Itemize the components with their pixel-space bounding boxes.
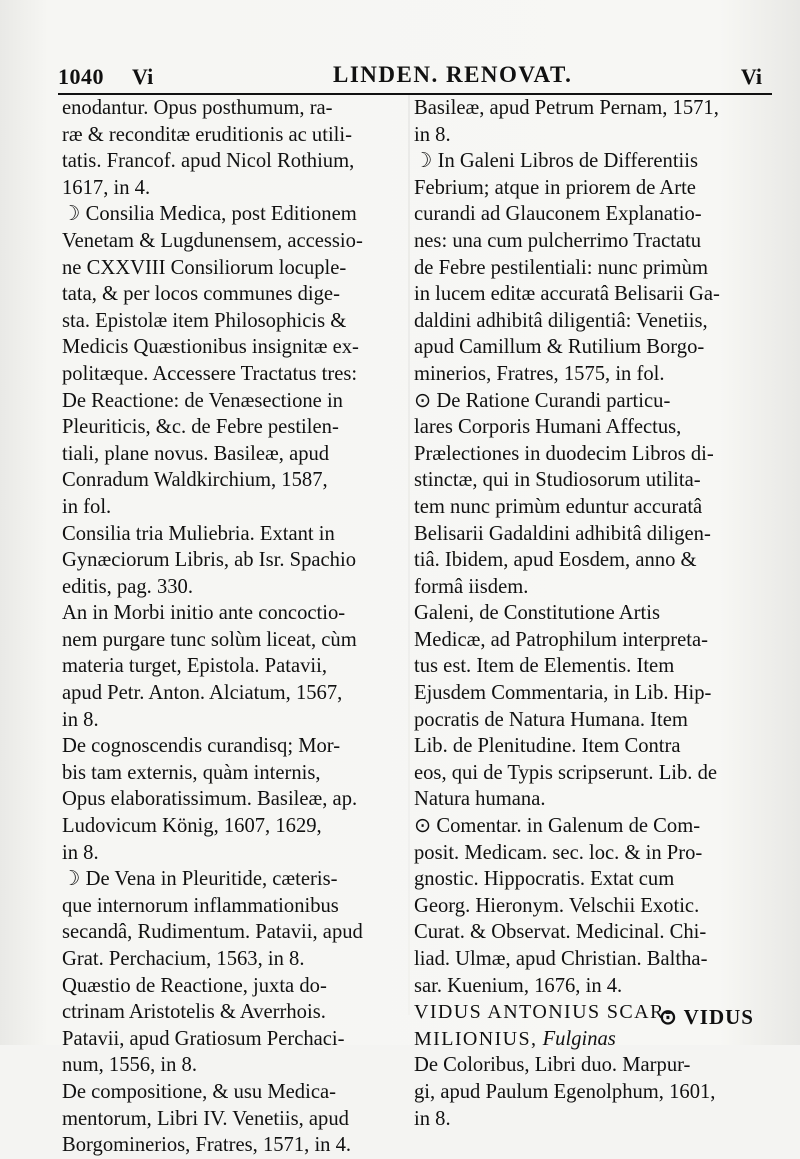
text-line: Grat. Perchacium, 1563, in 8. (62, 948, 305, 970)
text-line: Medicis Quæstionibus insignitæ ex- (62, 336, 359, 359)
column-gutter (408, 95, 410, 1015)
text-line: nes: una cum pulcherrimo Tractatu (414, 229, 702, 252)
text-line: posit. Medicam. sec. loc. & in Pro- (414, 841, 703, 864)
text-line: De cognoscendis curandisq; Mor- (62, 735, 341, 758)
text-line: in 8. (414, 123, 451, 146)
text-line: gi, apud Paulum Egenolphum, 1601, (414, 1080, 716, 1103)
text-line: De Coloribus, Libri duo. Marpur- (414, 1054, 691, 1077)
text-line: tatis. Francof. apud Nicol Rothium, (62, 150, 355, 173)
text-line: Lib. de Plenitudine. Item Contra (414, 735, 681, 758)
text-line: Consilia tria Muliebria. Extant in (62, 522, 335, 545)
text-line: Febrium; atque in priorem de Arte (414, 176, 696, 199)
text-line: stinctæ, qui in Studiosorum utilita- (414, 469, 701, 492)
text-line: De compositione, & usu Medica- (62, 1080, 336, 1103)
text-line: 1617, in 4. (62, 176, 151, 199)
header-right-marker: Vi (740, 64, 762, 89)
text-line: in 8. (62, 708, 99, 731)
text-line: de Febre pestilentiali: nunc primùm (414, 256, 708, 279)
text-line: Prælectiones in duodecim Libros di- (414, 442, 714, 465)
right-column (414, 95, 764, 1132)
text-line: materia turget, Epistola. Patavii, (62, 655, 327, 678)
text-line: An in Morbi initio ante concoctio- (62, 602, 346, 625)
text-line: Conradum Waldkirchium, 1587, (62, 469, 328, 492)
text-line: tiali, plane novus. Basileæ, apud (62, 442, 330, 465)
text-line: Borgominerios, Fratres, 1571, in 4. (62, 1134, 352, 1157)
text-line: Belisarii Gadaldini adhibitâ diligen- (414, 522, 711, 545)
text-line: eos, qui de Typis scripserunt. Lib. de (414, 761, 718, 784)
text-line: mentorum, Libri IV. Venetiis, apud (62, 1107, 349, 1130)
text-line: ræ & reconditæ eruditionis ac utili- (62, 123, 352, 146)
text-line: minerios, Fratres, 1575, in fol. (414, 362, 665, 385)
text-line: politæque. Accessere Tractatus tres: (62, 362, 358, 385)
text-line: Georg. Hieronym. Velschii Exotic. (414, 894, 700, 917)
text-line: Patavii, apud Gratiosum Perchaci- (62, 1027, 345, 1050)
text-line: Medicæ, ad Patrophilum interpreta- (414, 628, 708, 651)
text-line: que internorum inflammationibus (62, 894, 339, 917)
text-line: Pleuriticis, &c. de Febre pestilen- (62, 416, 339, 439)
author-origin: Fulginas (542, 1027, 616, 1050)
text-line: formâ iisdem. (414, 575, 529, 598)
header-left-marker: Vi (132, 64, 154, 89)
author-heading-name: MILIONIUS, (414, 1027, 538, 1050)
text-line: tata, & per locos communes dige- (62, 283, 340, 306)
text-line: in fol. (62, 495, 112, 518)
text-line: lares Corporis Humani Affectus, (414, 416, 682, 439)
catchword: ⊙ VIDUS (659, 1005, 754, 1029)
text-line: curandi ad Glauconem Explanatio- (414, 203, 702, 226)
left-column (62, 95, 407, 1159)
text-line: apud Petr. Anton. Alciatum, 1567, (62, 682, 343, 705)
text-line: in 8. (62, 841, 99, 864)
text-line: sar. Kuenium, 1676, in 4. (414, 974, 623, 997)
text-line: tem nunc primùm eduntur accuratâ (414, 495, 703, 518)
page-number: 1040 (58, 64, 104, 89)
text-line: enodantur. Opus posthumum, ra- (62, 97, 333, 119)
text-line: Basileæ, apud Petrum Pernam, 1571, (414, 97, 719, 119)
text-line: Gynæciorum Libris, ab Isr. Spachio (62, 549, 356, 572)
text-line: ⊙ De Ratione Curandi particu- (414, 389, 671, 412)
text-line: Quæstio de Reactione, juxta do- (62, 974, 327, 997)
text-line: in 8. (414, 1107, 451, 1130)
text-line: Galeni, de Constitutione Artis (414, 602, 660, 625)
text-line: ne CXXVIII Consiliorum locuple- (62, 256, 347, 279)
text-line: Opus elaboratissimum. Basileæ, ap. (62, 788, 358, 811)
text-line: editis, pag. 330. (62, 575, 193, 598)
text-line: ☽ De Vena in Pleuritide, cæteris- (62, 868, 338, 891)
text-line: ☽ Consilia Medica, post Editionem (62, 203, 357, 226)
text-line: gnostic. Hippocratis. Extat cum (414, 868, 675, 891)
text-line: nem purgare tunc solùm liceat, cùm (62, 628, 357, 651)
text-line: ⊙ Comentar. in Galenum de Com- (414, 815, 701, 838)
text-line: Ludovicum König, 1607, 1629, (62, 815, 322, 838)
text-line: pocratis de Natura Humana. Item (414, 708, 688, 731)
text-line: Natura humana. (414, 788, 546, 811)
text-line: bis tam externis, quàm internis, (62, 761, 321, 784)
text-line: Curat. & Observat. Medicinal. Chi- (414, 921, 707, 944)
text-line: tiâ. Ibidem, apud Eosdem, anno & (414, 549, 697, 572)
text-line: daldini adhibitâ diligentiâ: Venetiis, (414, 309, 708, 332)
text-line: num, 1556, in 8. (62, 1054, 198, 1077)
text-line: secandâ, Rudimentum. Patavii, apud (62, 921, 363, 944)
text-line: tus est. Item de Elementis. Item (414, 655, 675, 678)
text-line: sta. Epistolæ item Philosophicis & (62, 309, 347, 332)
text-line: De Reactione: de Venæsectione in (62, 389, 343, 412)
running-title: LINDEN. RENOVAT. (333, 62, 573, 87)
text-line: ctrinam Aristotelis & Averrhois. (62, 1001, 326, 1024)
text-line: ☽ In Galeni Libros de Differentiis (414, 150, 699, 173)
text-line: apud Camillum & Rutilium Borgo- (414, 336, 705, 359)
author-heading: VIDUS ANTONIUS SCAR- (414, 1001, 673, 1024)
text-line: liad. Ulmæ, apud Christian. Baltha- (414, 948, 708, 970)
text-line: in lucem editæ accuratâ Belisarii Ga- (414, 283, 720, 306)
running-header (58, 62, 770, 94)
text-line: Venetam & Lugdunensem, accessio- (62, 229, 363, 252)
text-line: Ejusdem Commentaria, in Lib. Hip- (414, 682, 712, 705)
